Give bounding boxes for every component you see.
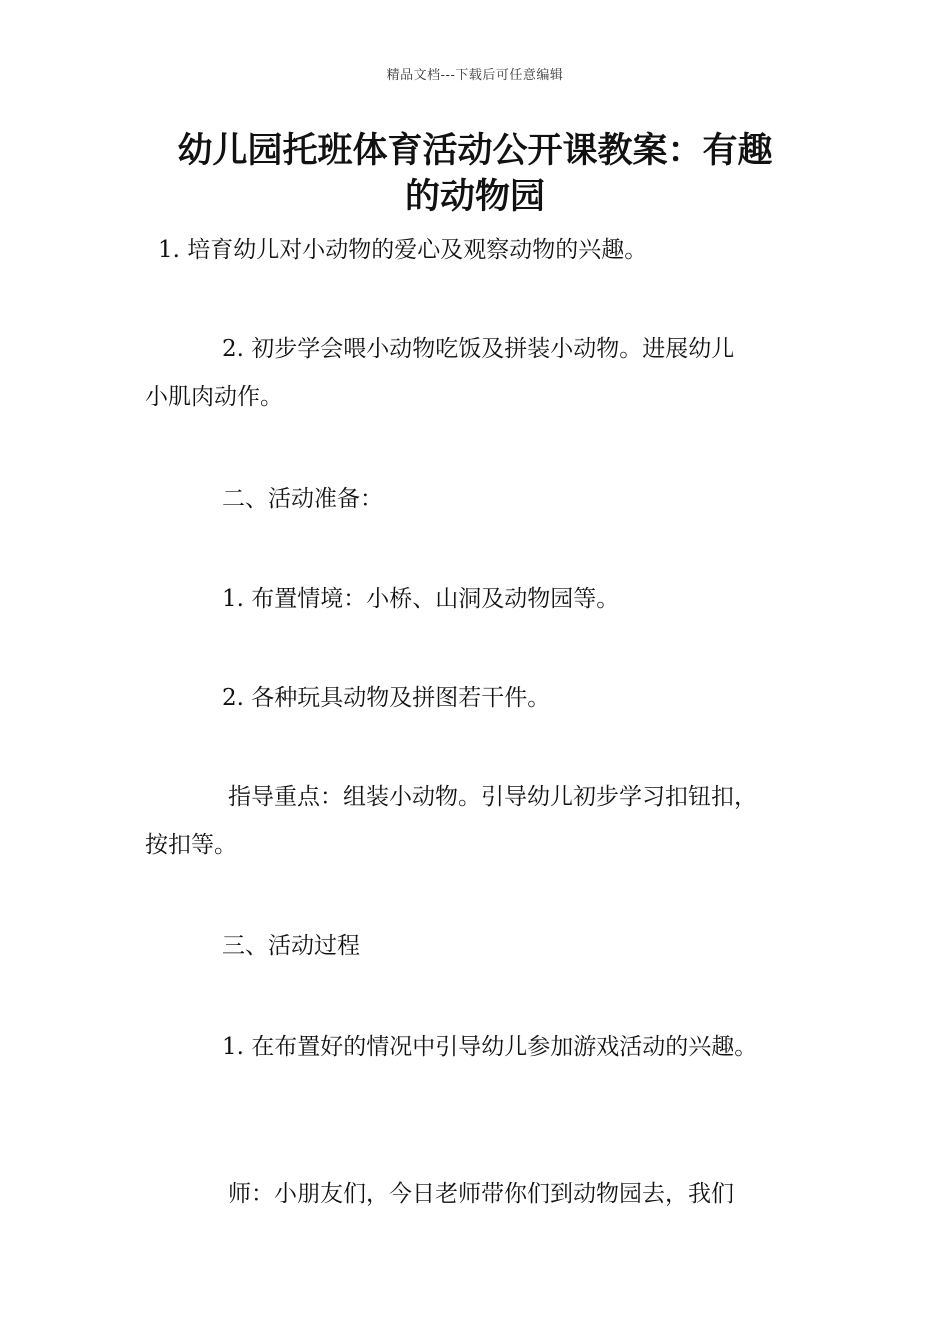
- title-line-2: 的动物园: [404, 177, 545, 217]
- title-line-1: 幼儿园托班体育活动公开课教案：有趣: [177, 131, 773, 171]
- paragraph-goal-2-line-1: 2. 初步学会喂小动物吃饭及拼装小动物。进展幼儿: [222, 336, 735, 362]
- document-title: [120, 128, 830, 220]
- paragraph-goal-2: [145, 325, 825, 421]
- section-heading-preparation: 二、活动准备：: [222, 486, 383, 512]
- page-header: 精品文档---下载后可任意编辑: [386, 68, 564, 83]
- section-heading-process: 三、活动过程: [222, 933, 360, 959]
- paragraph-process-1: 1. 在布置好的情况中引导幼儿参加游戏活动的兴趣。: [222, 1034, 758, 1060]
- paragraph-teacher-speech: 师：小朋友们，今日老师带你们到动物园去，我们: [228, 1181, 734, 1207]
- paragraph-prep-1: 1. 布置情境：小桥、山洞及动物园等。: [222, 586, 620, 612]
- paragraph-goal-2-line-2: 小肌肉动作。: [145, 384, 283, 410]
- paragraph-key-point-line-2: 按扣等。: [145, 832, 237, 858]
- paragraph-prep-2: 2. 各种玩具动物及拼图若干件。: [222, 685, 551, 711]
- paragraph-key-point: [145, 773, 825, 869]
- paragraph-key-point-line-1: 指导重点：组装小动物。引导幼儿初步学习扣钮扣，: [228, 784, 757, 810]
- paragraph-goal-1: 1. 培育幼儿对小动物的爱心及观察动物的兴趣。: [158, 237, 648, 263]
